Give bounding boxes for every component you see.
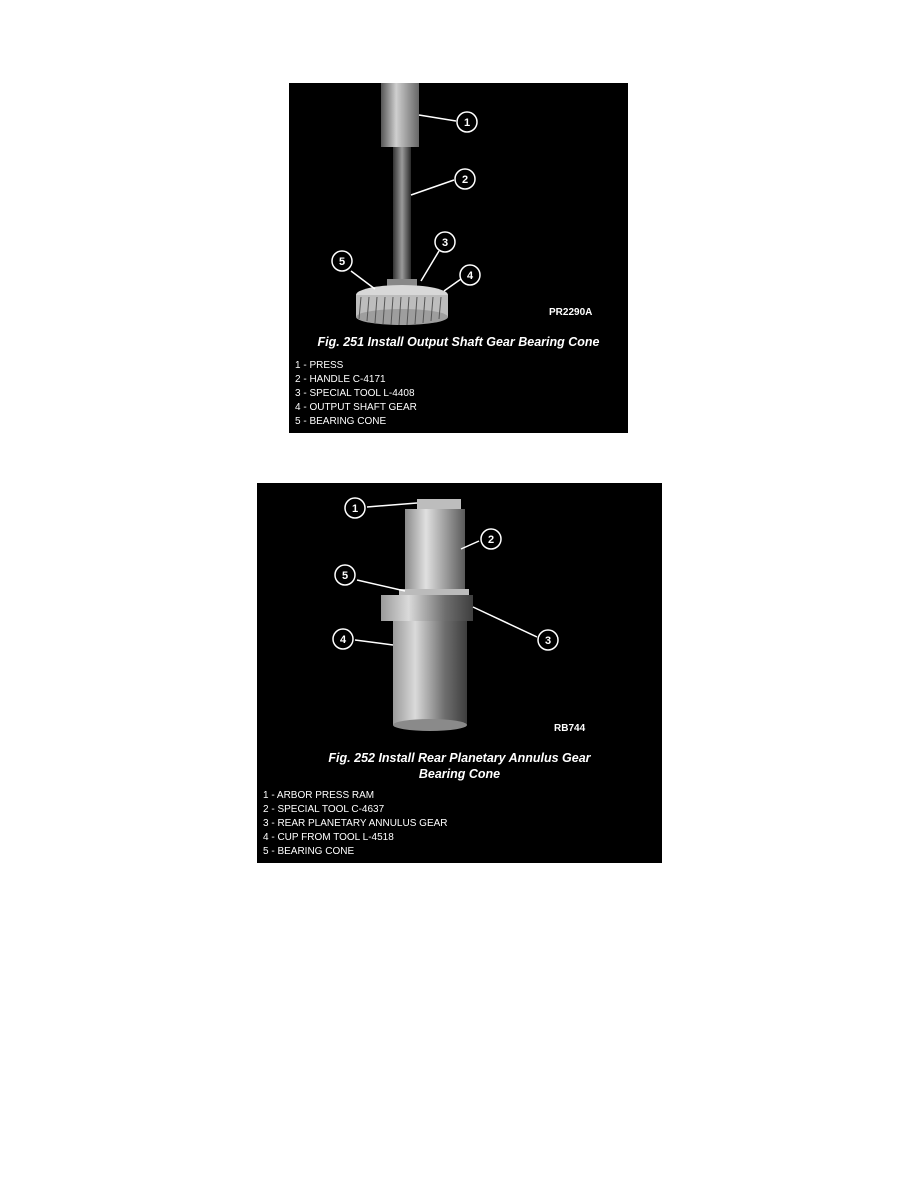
legend-list xyxy=(295,359,417,429)
callout-2 xyxy=(455,169,475,189)
legend-item: 2 - SPECIAL TOOL C-4637 xyxy=(263,804,385,815)
figure-252 xyxy=(257,483,662,863)
callout-2 xyxy=(481,529,501,549)
svg-text:5: 5 xyxy=(338,256,346,268)
legend-item: 4 - OUTPUT SHAFT GEAR xyxy=(295,402,417,413)
figure-caption-line1: Fig. 252 Install Rear Planetary Annulus Gear xyxy=(328,751,591,765)
legend-item: 3 - SPECIAL TOOL L-4408 xyxy=(295,388,415,399)
rear-planetary-annulus-gear xyxy=(381,595,473,621)
svg-text:4: 4 xyxy=(466,270,474,282)
callout-5 xyxy=(332,251,352,271)
legend-item: 1 - ARBOR PRESS RAM xyxy=(263,790,375,801)
svg-text:5: 5 xyxy=(341,570,349,582)
legend-list xyxy=(263,789,448,859)
svg-text:1: 1 xyxy=(351,503,359,515)
callout-1 xyxy=(457,112,477,132)
svg-text:4: 4 xyxy=(339,634,347,646)
legend-item: 5 - BEARING CONE xyxy=(263,846,355,857)
callout-4 xyxy=(460,265,480,285)
cup xyxy=(393,621,467,725)
svg-text:2: 2 xyxy=(487,534,495,546)
figure-caption-line2: Bearing Cone xyxy=(418,767,501,781)
press-ram xyxy=(381,83,419,147)
figure-code: RB744 xyxy=(554,723,586,734)
figure-251 xyxy=(289,83,628,433)
callout-4 xyxy=(333,629,353,649)
legend-item: 1 - PRESS xyxy=(295,360,344,371)
callout-3 xyxy=(538,630,558,650)
legend-item: 5 - BEARING CONE xyxy=(295,416,387,427)
legend-item: 2 - HANDLE C-4171 xyxy=(295,374,386,385)
svg-text:3: 3 xyxy=(544,635,552,647)
svg-text:3: 3 xyxy=(441,237,449,249)
figure-code: PR2290A xyxy=(549,307,593,318)
callout-5 xyxy=(335,565,355,585)
legend-item: 4 - CUP FROM TOOL L-4518 xyxy=(263,832,394,843)
callout-1 xyxy=(345,498,365,518)
special-tool xyxy=(405,509,465,591)
figure-caption: Fig. 251 Install Output Shaft Gear Bearing Cone xyxy=(317,335,600,349)
legend-item: 3 - REAR PLANETARY ANNULUS GEAR xyxy=(263,818,448,829)
arbor-press-illustration xyxy=(257,483,662,745)
svg-text:2: 2 xyxy=(461,174,469,186)
callout-3 xyxy=(435,232,455,252)
svg-text:1: 1 xyxy=(463,117,471,129)
handle-shaft xyxy=(393,147,411,287)
